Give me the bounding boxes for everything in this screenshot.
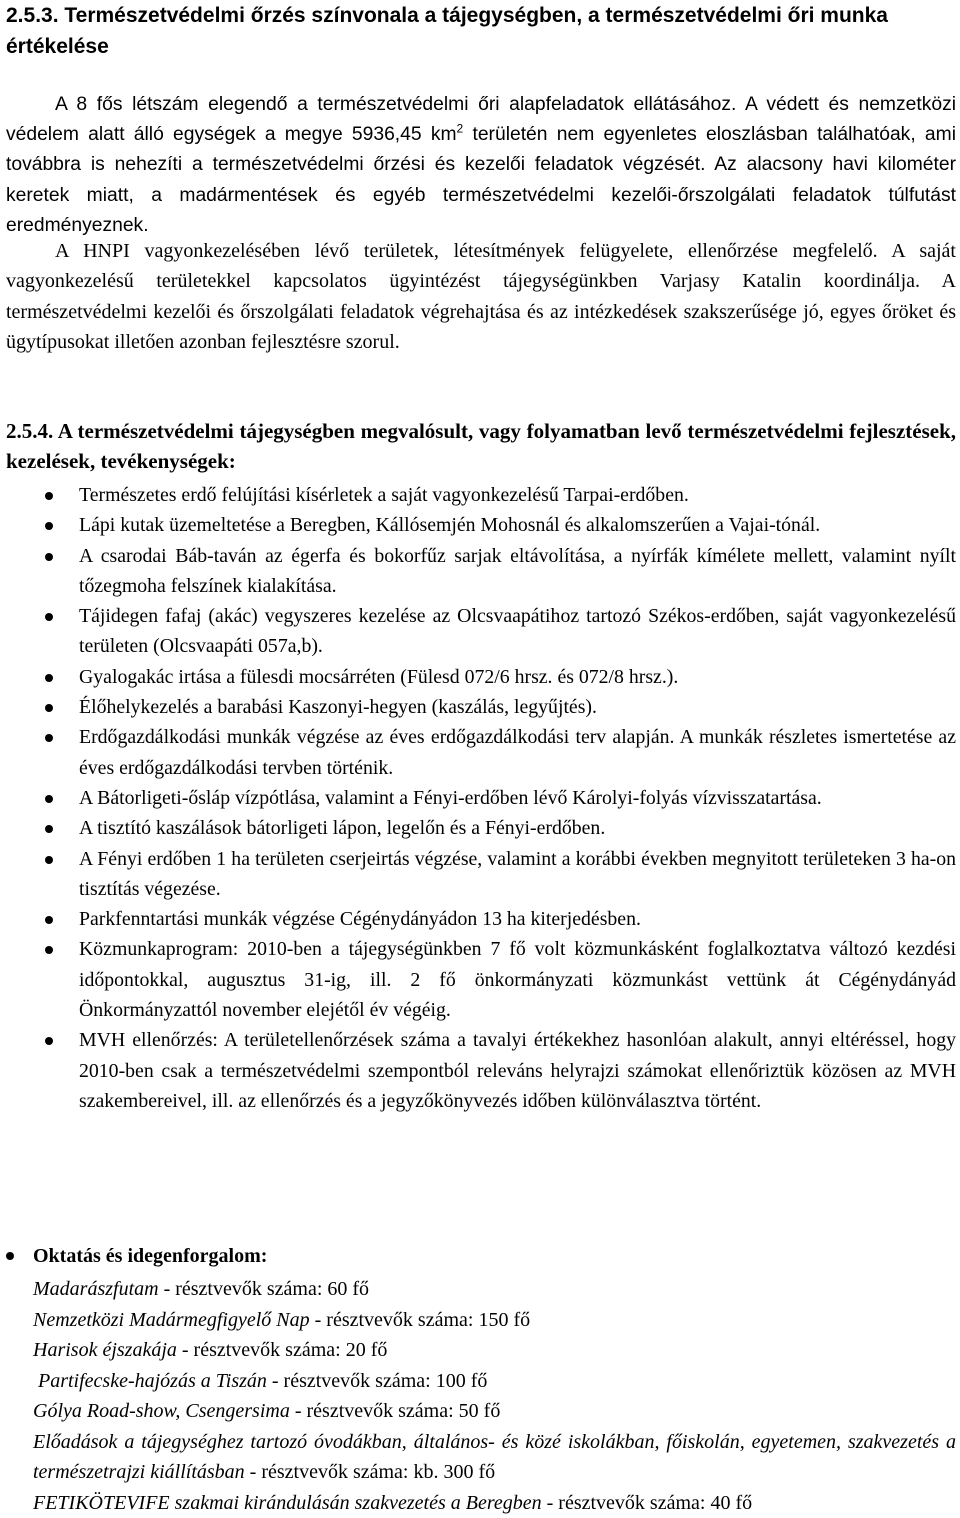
list-item: Parkfenntartási munkák végzése Cégénydányádon 13 ha kiterjedésben. xyxy=(6,904,956,934)
education-heading: Oktatás és idegenforgalom: xyxy=(6,1240,956,1274)
section-253-heading: 2.5.3. Természetvédelmi őrzés színvonala a tájegységben, a természetvédelmi őri munka értékelése xyxy=(6,0,956,62)
list-item: A tisztító kaszálások bátorligeti lápon, legelőn és a Fényi-erdőben. xyxy=(6,813,956,843)
section-253-paragraph-2: A HNPI vagyonkezelésében lévő területek, létesítmények felügyelete, ellenőrzése megfelelő. A saját vagyonkezelésű területekkel kapcsolatos ügyintézést tájegységünkben Varjasy Katalin koordinálja. A természetvédelmi kezelői és őrszolgálati feladatok végrehajtása és az intézkedések szakszerűsége jó, egyes őröket és ügytípusokat illetően azonban fejlesztésre szorul. xyxy=(6,236,956,358)
list-item xyxy=(33,1396,956,1427)
list-item xyxy=(33,1488,956,1518)
event-detail: - résztvevők száma: 40 fő xyxy=(542,1492,752,1514)
event-name: Nemzetközi Madármegfigyelő Nap xyxy=(33,1309,310,1331)
list-item xyxy=(33,1366,956,1397)
list-item: Tájidegen fafaj (akác) vegyszeres kezelése az Olcsvaapátihoz tartozó Székos-erdőben, saját vagyonkezelésű területen (Olcsvaapáti 057a,b). xyxy=(6,601,956,662)
section-253-paragraph-1 xyxy=(6,90,956,241)
event-name: FETIKÖTEVIFE szakmai kirándulásán szakvezetés a Beregben xyxy=(33,1492,542,1514)
event-detail: - résztvevők száma: kb. 300 fő xyxy=(245,1461,495,1483)
paragraph-1-text-b: területén nem egyenletes eloszlásban találhatóak, ami továbbra is nehezíti a természetvédelmi őrzési és kezelői feladatok végzését. Az alacsony havi kilométer keretek miatt, a madármentések és egyéb természetvédelmi kezelői-őrszolgálati feladatok túlfutást eredményeznek. xyxy=(6,124,956,236)
list-item: A Fényi erdőben 1 ha területen cserjeirtás végzése, valamint a korábbi években megnyitott területeken 3 ha-on tisztítás végezése. xyxy=(6,844,956,905)
list-item: Természetes erdő felújítási kísérletek a saját vagyonkezelésű Tarpai-erdőben. xyxy=(6,480,956,510)
event-name: Harisok éjszakája xyxy=(33,1339,177,1361)
list-item: A csarodai Báb-taván az égerfa és bokorfűz sarjak eltávolítása, a nyírfák kímélete mellett, valamint nyílt tőzegmoha felszínek kialakítása. xyxy=(6,541,956,602)
section-254-heading: 2.5.4. A természetvédelmi tájegységben megvalósult, vagy folyamatban levő természetvédelmi fejlesztések, kezelések, tevékenységek: xyxy=(6,417,956,476)
list-item: Közmunkaprogram: 2010-ben a tájegységünkben 7 fő volt közmunkásként foglalkoztatva változó kezdési időpontokkal, augusztus 31-ig, ill. 2 fő önkormányzati közmunkást vettünk át Cégénydányád Önkormányzattól november elejétől év végéig. xyxy=(6,934,956,1025)
list-item: MVH ellenőrzés: A területellenőrzések száma a tavalyi értékekhez hasonlóan alakult, annyi eltéréssel, hogy 2010-ben csak a természetvédelmi szempontból releváns helyrajzi számokat ellenőriztük közösen az MVH szakembereivel, ill. az ellenőrzés és a jegyzőkönyvezés időben különválasztva történt. xyxy=(6,1025,956,1116)
event-detail: - résztvevők száma: 100 fő xyxy=(267,1370,487,1392)
event-detail: - résztvevők száma: 50 fő xyxy=(290,1400,500,1422)
event-detail: - résztvevők száma: 150 fő xyxy=(310,1309,530,1331)
education-section xyxy=(6,1240,956,1518)
km-superscript: 2 xyxy=(457,122,464,136)
paragraph-1-text-a: A 8 fős létszám elegendő a természetvédelmi őri alapfeladatok ellátásához. A védett és nemzetközi védelem alatt álló egységek a megye 5936,45 km xyxy=(6,94,956,145)
list-item xyxy=(33,1335,956,1366)
event-detail: - résztvevők száma: 60 fő xyxy=(159,1278,369,1300)
event-name: Madarászfutam xyxy=(33,1278,159,1300)
event-list xyxy=(6,1274,956,1518)
list-item xyxy=(33,1274,956,1305)
event-detail: - résztvevők száma: 20 fő xyxy=(177,1339,387,1361)
list-item xyxy=(33,1305,956,1336)
list-item: Erdőgazdálkodási munkák végzése az éves erdőgazdálkodási terv alapján. A munkák részletes ismertetése az éves erdőgazdálkodási tervben történik. xyxy=(6,722,956,783)
event-name: Partifecske-hajózás a Tiszán xyxy=(38,1370,267,1392)
list-item: Lápi kutak üzemeltetése a Beregben, Kállósemjén Mohosnál és alkalomszerűen a Vajai-tónál. xyxy=(6,510,956,540)
event-name: Gólya Road-show, Csengersima xyxy=(33,1400,290,1422)
list-item: Élőhelykezelés a barabási Kaszonyi-hegyen (kaszálás, legyűjtés). xyxy=(6,692,956,722)
event-name: Előadások a tájegységhez tartozó óvodákban, általános- és közé iskolákban, főiskolán, egyetemen, szakvezetés a természetrajzi kiállításban xyxy=(33,1431,956,1484)
activity-list xyxy=(6,480,956,1116)
list-item xyxy=(33,1427,956,1488)
list-item: Gyalogakác irtása a fülesdi mocsárréten (Fülesd 072/6 hrsz. és 072/8 hrsz.). xyxy=(6,662,956,692)
list-item: A Bátorligeti-ősláp vízpótlása, valamint a Fényi-erdőben lévő Károlyi-folyás vízvisszatartása. xyxy=(6,783,956,813)
